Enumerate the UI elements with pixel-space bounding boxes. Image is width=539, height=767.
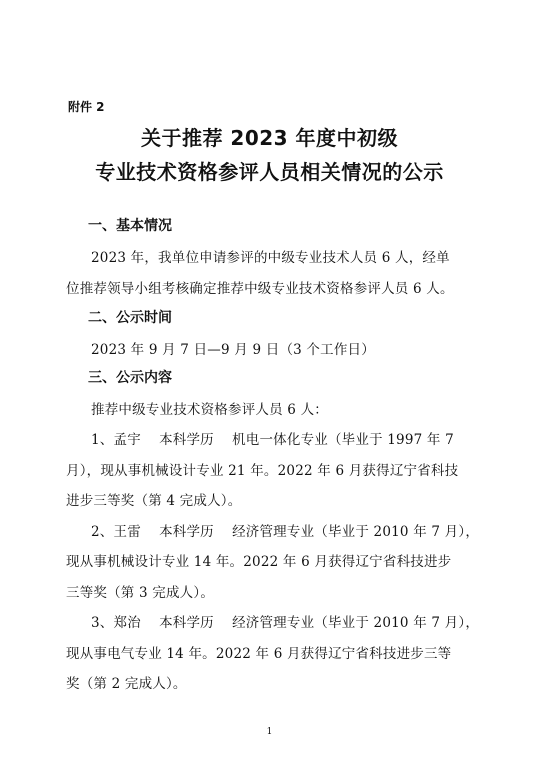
person-2-line-1: 2、王雷 本科学历 经济管理专业（毕业于 2010 年 7 月）， [91,524,480,540]
person-2-line-2: 现从事机械设计专业 14 年。2022 年 6 月获得辽宁省科技进步 [66,554,452,570]
basic-paragraph-line-2: 位推荐领导小组考核确定推荐中级专业技术资格参评人员 6 人。 [66,281,454,297]
section-heading-content: 三、公示内容 [88,370,172,386]
content-intro: 推荐中级专业技术资格参评人员 6 人： [91,402,328,418]
person-3-line-3: 奖（第 2 完成人）。 [66,676,187,692]
section-heading-time: 二、公示时间 [88,310,172,326]
section-heading-basic: 一、基本情况 [88,218,172,234]
attachment-label: 附件 2 [68,100,105,114]
person-3-line-1: 3、郑治 本科学历 经济管理专业（毕业于 2010 年 7 月）， [91,615,480,631]
person-1-line-2: 月），现从事机械设计专业 21 年。2022 年 6 月获得辽宁省科技 [66,463,459,479]
person-2-line-3: 三等奖（第 3 完成人）。 [66,585,215,601]
person-3-line-2: 现从事电气专业 14 年。2022 年 6 月获得辽宁省科技进步三等 [66,646,452,662]
time-text: 2023 年 9 月 7 日—9 月 9 日（3 个工作日） [91,342,375,358]
page-number: 1 [266,727,273,737]
person-1-line-3: 进步三等奖（第 4 完成人）。 [66,493,242,509]
document-title-line-1: 关于推荐 2023 年度中初级 [140,126,399,150]
basic-paragraph-line-1: 2023 年，我单位申请参评的中级专业技术人员 6 人，经单 [91,250,450,266]
person-1-line-1: 1、孟宇 本科学历 机电一体化专业（毕业于 1997 年 7 [91,432,454,448]
document-title-line-2: 专业技术资格参评人员相关情况的公示 [95,160,444,184]
